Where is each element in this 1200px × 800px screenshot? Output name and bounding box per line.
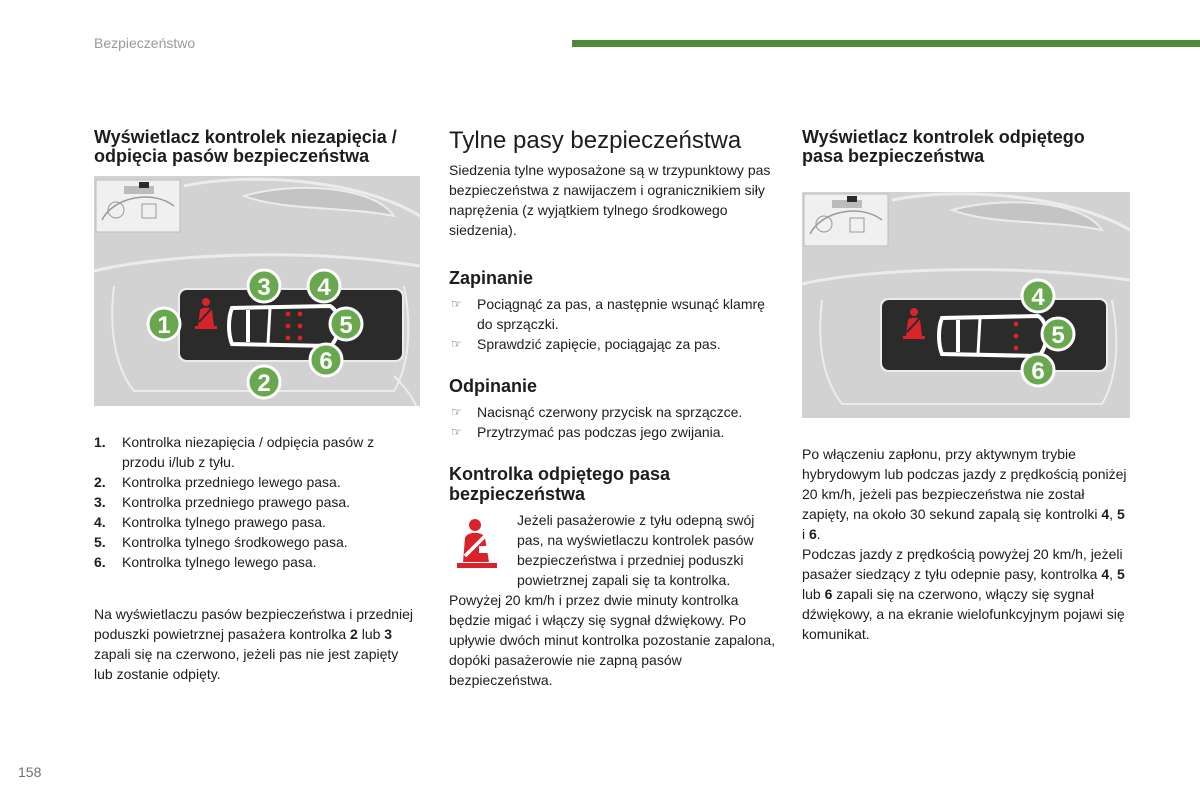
list-item: 4. Kontrolka tylnego prawego pasa. bbox=[94, 514, 326, 530]
list-item: 6. Kontrolka tylnego lewego pasa. bbox=[94, 554, 317, 570]
right-paragraph-1: Po włączeniu zapłonu, przy aktywnym trybie hybrydowym lub podczas jazdy z prędkością poniżej 20 km/h, jeżeli pas bezpieczeństwa nie został zapięty, na około 30 sekund zapalą się kontrolki 4, 5 i 6. bbox=[802, 446, 1127, 542]
left-paragraph: Na wyświetlaczu pasów bezpieczeństwa i przedniej poduszki powietrznej pasażera kontrolka 2 lub 3 zapali się na czerwono, jeżeli pas nie jest zapięty lub zostanie odpięty. bbox=[94, 606, 414, 682]
warning-block bbox=[449, 510, 779, 590]
list-item: 1. Kontrolka niezapięcia / odpięcia pasów z przodu i/lub z tyłu. bbox=[94, 434, 375, 470]
badge-2 bbox=[248, 366, 280, 398]
list-item: 3. Kontrolka przedniego prawego pasa. bbox=[94, 494, 351, 510]
unfasten-heading: Odpinanie bbox=[449, 376, 538, 396]
right-column bbox=[802, 128, 1130, 644]
badge-4 bbox=[1022, 280, 1054, 312]
left-column bbox=[94, 128, 420, 684]
intro-text: Siedzenia tylne wyposażone są w trzypunktowy pas bezpieczeństwa z nawijaczem i ogranicznikiem siły naprężenia (z wyjątkiem tylnego środkowego siedzenia). bbox=[449, 162, 771, 238]
dashboard-illustration bbox=[802, 192, 1130, 418]
warning-heading: Kontrolka odpiętego pasa bezpieczeństwa bbox=[449, 464, 671, 504]
svg-text:6: 6 bbox=[319, 348, 333, 375]
section-rule bbox=[572, 40, 1200, 47]
list-item: ☞ Nacisnąć czerwony przycisk na sprzączce. bbox=[451, 404, 743, 420]
badge-5 bbox=[330, 308, 362, 340]
svg-text:1: 1 bbox=[157, 312, 171, 339]
svg-text:4: 4 bbox=[1031, 284, 1045, 311]
badge-4 bbox=[308, 270, 340, 302]
list-item: ☞ Sprawdzić zapięcie, pociągając za pas. bbox=[451, 336, 721, 352]
list-item: 5. Kontrolka tylnego środkowego pasa. bbox=[94, 534, 348, 550]
svg-text:5: 5 bbox=[339, 312, 353, 339]
badge-1 bbox=[148, 308, 180, 340]
page-number: 158 bbox=[18, 764, 42, 780]
badge-6 bbox=[310, 344, 342, 376]
badge-6 bbox=[1022, 354, 1054, 386]
pointing-hand-icon: ☞ bbox=[451, 337, 462, 351]
right-heading: Wyświetlacz kontrolek odpiętego pasa bezpieczeństwa bbox=[802, 127, 1085, 166]
indicator-list bbox=[94, 432, 420, 572]
fasten-list bbox=[449, 294, 779, 354]
rear-seatbelt-display-figure bbox=[802, 192, 1130, 418]
pointing-hand-icon: ☞ bbox=[451, 425, 462, 439]
page-title: Tylne pasy bezpieczeństwa bbox=[449, 127, 742, 154]
list-item: 2. Kontrolka przedniego lewego pasa. bbox=[94, 474, 341, 490]
svg-text:2: 2 bbox=[257, 370, 271, 397]
right-paragraph-2: Podczas jazdy z prędkością powyżej 20 km/h, jeżeli pasażer siedzący z tyłu odepnie pasy, kontrolka 4, 5 lub 6 zapali się na czerwono, włączy się sygnał dźwiękowy, a na ekranie wielofunkcyjnym pojawi się komunikat. bbox=[802, 546, 1125, 642]
left-heading: Wyświetlacz kontrolek niezapięcia / odpięcia pasów bezpieczeństwa bbox=[94, 127, 397, 166]
pointing-hand-icon: ☞ bbox=[451, 405, 462, 419]
list-item: ☞ Przytrzymać pas podczas jego zwijania. bbox=[451, 424, 725, 440]
warning-text-2: Powyżej 20 km/h i przez dwie minuty kontrolka będzie migać i włączy się sygnał dźwiękowy. Po upływie dwóch minut kontrolka pozostanie zapalona, dopóki pasażerowie nie zapną pasów bezpieczeństwa. bbox=[449, 592, 776, 688]
pointing-hand-icon: ☞ bbox=[451, 297, 462, 311]
middle-column bbox=[449, 128, 779, 690]
badge-3 bbox=[248, 270, 280, 302]
svg-text:3: 3 bbox=[257, 274, 271, 301]
seatbelt-warning-icon bbox=[449, 516, 505, 572]
svg-text:5: 5 bbox=[1051, 322, 1065, 349]
fasten-heading: Zapinanie bbox=[449, 268, 534, 288]
list-item: ☞ Pociągnąć za pas, a następnie wsunąć klamrę do sprzączki. bbox=[451, 296, 765, 332]
badge-5 bbox=[1042, 318, 1074, 350]
warning-text-1: Jeżeli pasażerowie z tyłu odepną swój pas, na wyświetlaczu kontrolek pasów bezpieczeństwa i przedniej poduszki powietrznej zapali się ta kontrolka. bbox=[517, 512, 755, 588]
seatbelt-display-figure bbox=[94, 176, 420, 406]
unfasten-list bbox=[449, 402, 779, 442]
svg-text:4: 4 bbox=[317, 274, 331, 301]
dashboard-illustration bbox=[94, 176, 420, 406]
svg-text:6: 6 bbox=[1031, 358, 1045, 385]
section-label: Bezpieczeństwo bbox=[94, 35, 196, 51]
